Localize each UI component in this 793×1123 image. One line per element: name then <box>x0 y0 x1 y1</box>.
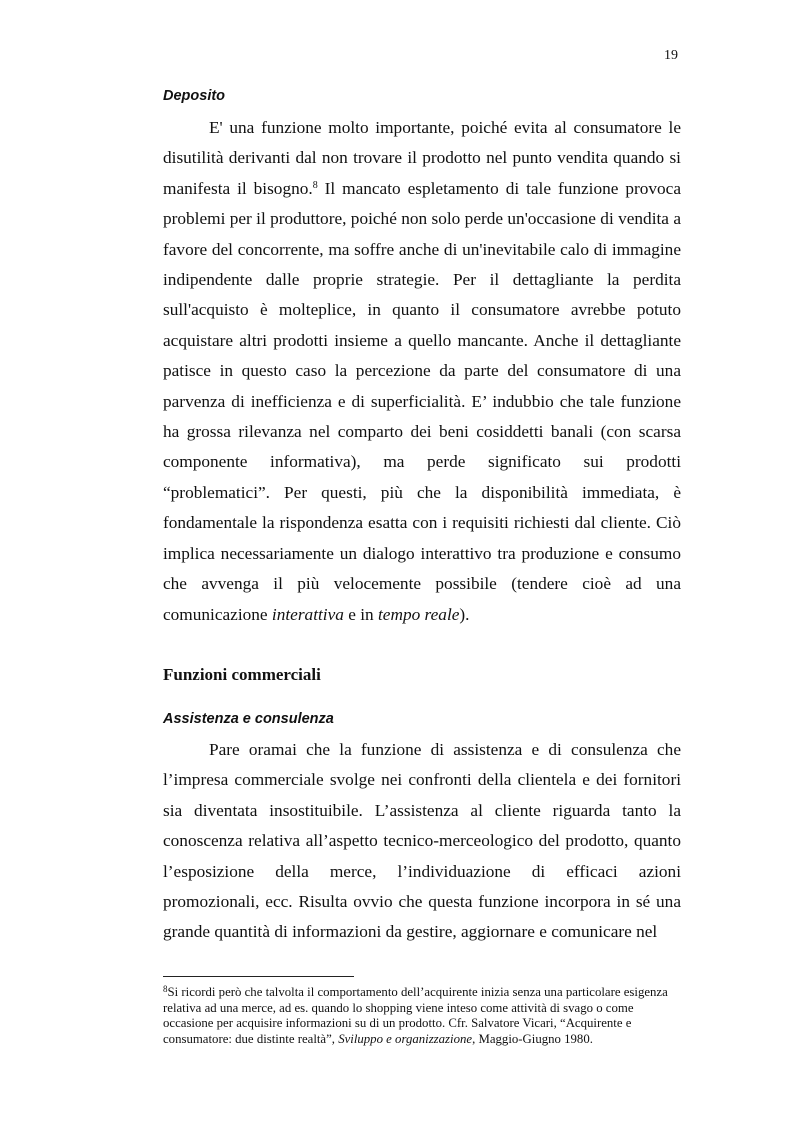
paragraph-deposito-text-2: Il mancato espletamento di tale funzione provoca problemi per il produttore, poiché non solo perde un'occasione di vendita a favore del concorrente, ma soffre anche di un'inevitabile calo di immagine indipendente dalle proprie strategie. Per il dettagliante la perdita sull'acquisto è molteplice, in quanto il consumatore avrebbe potuto acquistare altri prodotti insieme a quello mancante. Anche il dettagliante patisce in questo caso la percezione da parte del consumatore di una parvenza di inefficienza e di superficialità. E’ indubbio che tale funzione ha grossa rilevanza nel comparto dei beni cosiddetti banali (con scarsa componente informativa), ma perde significato sui prodotti “problematici”. Per questi, più che la disponibilità immediata, è fondamentale la rispondenza esatta con i requisiti richiesti dal cliente. Ciò implica necessariamente un dialogo interattivo tra produzione e consumo che avvenga il più velocemente possibile (tendere cioè ad una comunicazione <box>163 178 681 624</box>
footnote-text-1: Si ricordi però che talvolta il comportamento dell’acquirente inizia senza una particolare esigenza relativa ad una merce, ad es. quando lo shopping viene inteso come attività di svago o come occasione per acquisire informazioni su di un prodotto. Cfr. Salvatore Vicari, “Acquirente e consumatore: due distinte realtà”, <box>163 985 668 1046</box>
page-number: 19 <box>664 48 678 63</box>
paragraph-deposito-text-4: ). <box>459 604 470 624</box>
paragraph-deposito-italic-1: interattiva <box>271 604 344 624</box>
footnote <box>163 985 681 1047</box>
footnote-journal-title: Sviluppo e organizzazione <box>338 1031 473 1046</box>
subheading-deposito: Deposito <box>163 88 226 104</box>
subheading-assistenza: Assistenza e consulenza <box>163 711 334 727</box>
paragraph-deposito-text-1: E' una funzione molto importante, poiché evita al consumatore le disutilità derivanti dal non trovare il prodotto nel punto vendita quando si manifesta il bisogno. <box>163 118 681 198</box>
section-heading-funzioni-commerciali: Funzioni commerciali <box>163 665 321 684</box>
footnote-number: 8 <box>163 984 168 994</box>
paragraph-deposito-italic-2: tempo reale <box>378 604 460 624</box>
paragraph-deposito-text-3: e in <box>343 604 378 624</box>
footnote-reference[interactable]: 8 <box>312 179 318 191</box>
paragraph-deposito <box>163 113 681 630</box>
footnote-text-2: , Maggio-Giugno 1980. <box>472 1031 593 1046</box>
footnote-divider <box>163 976 354 977</box>
paragraph-assistenza: Pare oramai che la funzione di assistenza e di consulenza che l’impresa commerciale svolge nei confronti della clientela e dei fornitori sia diventata insostituibile. L’assistenza al cliente riguarda tanto la conoscenza relativa all’aspetto tecnico-merceologico del prodotto, quanto l’esposizione della merce, l’individuazione di efficaci azioni promozionali, ecc. Risulta ovvio che questa funzione incorpora in sé una grande quantità di informazioni da gestire, aggiornare e comunicare nel <box>163 740 681 942</box>
